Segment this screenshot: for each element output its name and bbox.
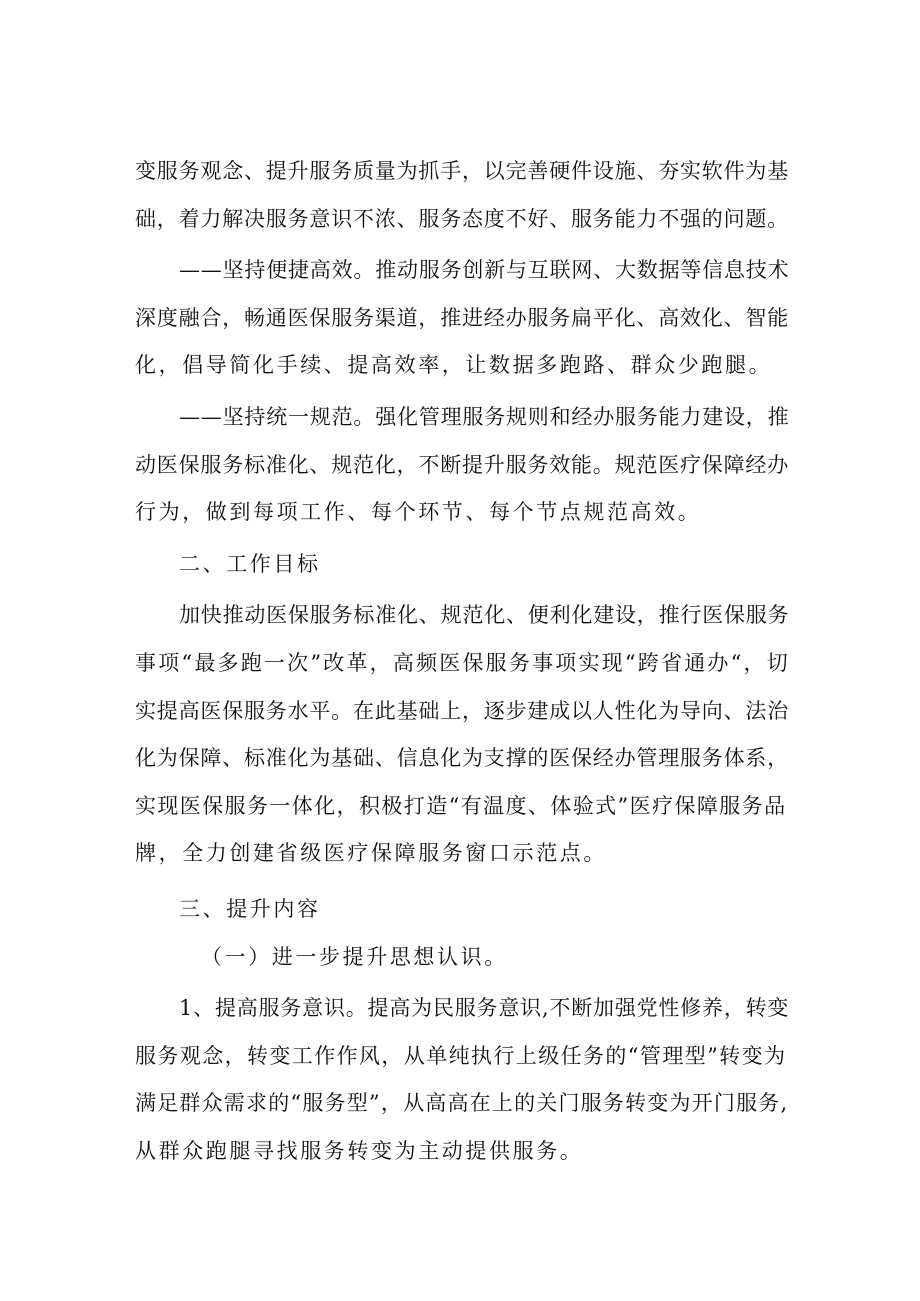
text-line: 服务观念，转变工作作风，从单纯执行上级任务的“管理型”转变为 bbox=[135, 1043, 787, 1068]
paragraph-service-awareness bbox=[135, 985, 790, 1175]
document-body bbox=[135, 148, 790, 1175]
section-heading-work-goals bbox=[135, 541, 790, 589]
text-line: 实提高医保服务水平。在此基础上，逐步建成以人性化为导向、法治 bbox=[135, 698, 789, 723]
section-heading-improvement-content bbox=[135, 886, 790, 934]
paragraph-convenient-efficient bbox=[135, 247, 790, 390]
text-line: 化，倡导简化手续、提高效率，让数据多跑路、群众少跑腿。 bbox=[135, 353, 773, 378]
text-line: 1、提高服务意识。提高为民服务意识,不断加强党性修养，转变 bbox=[179, 996, 790, 1021]
paragraph-work-goals bbox=[135, 592, 790, 878]
text-line: 行为，做到每项工作、每个环节、每个节点规范高效。 bbox=[135, 500, 702, 525]
text-line: 实现医保服务一体化，积极打造“有温度、体验式”医疗保障服务品 bbox=[135, 793, 787, 818]
text-line: 础，着力解决服务意识不浓、服务态度不好、服务能力不强的问题。 bbox=[135, 206, 789, 231]
paragraph-service-concept bbox=[135, 148, 790, 243]
text-line: 从群众跑腿寻找服务转变为主动提供服务。 bbox=[135, 1138, 584, 1163]
subsection-heading-thinking bbox=[135, 934, 790, 982]
heading-text: 二、工作目标 bbox=[179, 551, 321, 576]
text-line: 事项“最多跑一次”改革，高频医保服务事项实现“跨省通办“，切 bbox=[135, 650, 790, 675]
heading-text: （一）进一步提升思想认识。 bbox=[201, 944, 508, 969]
text-line: 化为保障、标准化为基础、信息化为支撑的医保经办管理服务体系， bbox=[135, 746, 789, 771]
text-line: ——坚持统一规范。强化管理服务规则和经办服务能力建设，推 bbox=[179, 404, 790, 429]
text-line: ——坚持便捷高效。推动服务创新与互联网、大数据等信息技术 bbox=[179, 258, 790, 283]
text-line: 动医保服务标准化、规范化，不断提升服务效能。规范医疗保障经办 bbox=[135, 452, 789, 477]
heading-text: 三、提升内容 bbox=[179, 896, 321, 921]
text-line: 满足群众需求的“服务型”，从高高在上的关门服务转变为开门服务, bbox=[135, 1091, 789, 1116]
text-line: 牌，全力创建省级医疗保障服务窗口示范点。 bbox=[135, 841, 607, 866]
paragraph-unified-standard bbox=[135, 394, 790, 537]
text-line: 加快推动医保服务标准化、规范化、便利化建设，推行医保服务 bbox=[179, 603, 790, 628]
text-line: 变服务观念、提升服务质量为抓手，以完善硬件设施、夯实软件为基 bbox=[135, 159, 789, 183]
text-line: 深度融合，畅通医保服务渠道，推进经办服务扁平化、高效化、智能 bbox=[135, 305, 789, 330]
